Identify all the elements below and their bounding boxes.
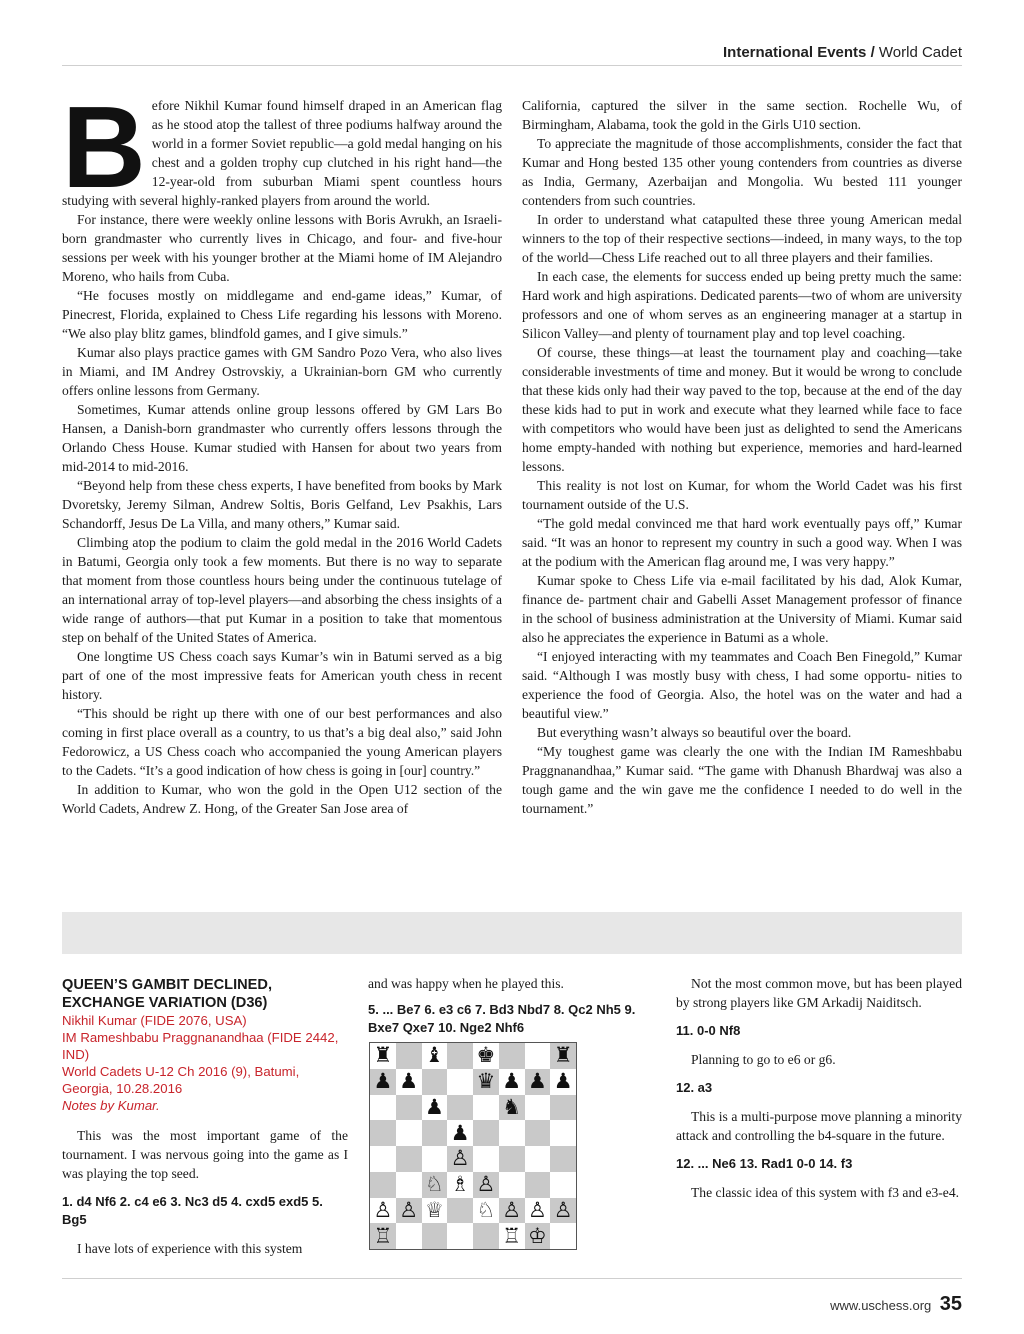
board-square — [525, 1095, 551, 1121]
article-paragraph: In addition to Kumar, who won the gold in the Open U12 section of the World Cadets, Andrew Z. Hong, of the Greater San Jose area of — [62, 782, 502, 816]
section-divider-bar — [62, 912, 962, 954]
board-square — [370, 1095, 396, 1121]
black-pawn-icon: ♟ — [499, 1069, 525, 1095]
header-subsection: World Cadet — [878, 44, 962, 61]
board-square — [499, 1146, 525, 1172]
article-paragraph: In order to understand what catapulted these three young American medal winners to the top of their respective sections—indeed, in many ways, to the top of the world—Chess Life reached out to all three players and their families. — [522, 212, 962, 265]
article-column-right — [522, 96, 962, 818]
board-square — [525, 1043, 551, 1069]
annotation-text: Not the most common move, but has been played by strong players like GM Arkadij Naiditsch. — [676, 976, 962, 1010]
board-square — [473, 1120, 499, 1146]
board-square — [396, 1043, 422, 1069]
white-rook-icon: ♖ — [499, 1223, 525, 1249]
board-square — [447, 1043, 473, 1069]
article-paragraph: Kumar spoke to Chess Life via e-mail facilitated by his dad, Alok Kumar, finance de- partment chair and Gabelli Asset Management professor of finance in the school of business administration at the University of Miami. Kumar said also he appreciates the experience in Batumi as a whole. — [522, 573, 962, 645]
article-paragraph: “He focuses mostly on middlegame and end-game ideas,” Kumar, of Pinecrest, Florida, explained to Chess Life regarding his lessons with Moreno. “We also play blitz games, blindfold games, and I give simuls.” — [62, 288, 502, 341]
board-square — [396, 1095, 422, 1121]
white-pawn-icon: ♙ — [525, 1198, 551, 1224]
article-paragraph: California, captured the silver in the same section. Rochelle Wu, of Birmingham, Alabama, took the gold in the Girls U10 section. — [522, 98, 962, 132]
board-square — [422, 1223, 448, 1249]
black-pawn-icon: ♟ — [525, 1069, 551, 1095]
board-square — [370, 1120, 396, 1146]
move-list: 1. d4 Nf6 2. c4 e6 3. Nc3 d5 4. cxd5 exd5 5. Bg5 — [62, 1194, 323, 1227]
move-list: 12. ... Ne6 13. Rad1 0-0 14. f3 — [676, 1156, 853, 1171]
header-section: International Events — [723, 44, 867, 61]
article-paragraph: “My toughest game was clearly the one with the Indian IM Rameshbabu Praggnanandhaa,” Kumar said. “The game with Dhanush Bhardwaj was also a tough game and the win gave me the confidence I needed to do well in the tournament.” — [522, 744, 962, 816]
black-bishop-icon: ♝ — [422, 1043, 448, 1069]
article-paragraph: “Beyond help from these chess experts, I have benefited from books by Mark Dvoretsky, Jeremy Silman, Andrew Soltis, Boris Gelfand, Lev Psakhis, Lars Schandorff, Jesus De La Villa, and many others,” Kumar said. — [62, 478, 502, 531]
board-square — [550, 1223, 576, 1249]
black-pawn-icon: ♟ — [550, 1069, 576, 1095]
drop-cap: B — [62, 82, 146, 212]
board-square — [447, 1198, 473, 1224]
board-square — [370, 1146, 396, 1172]
white-pawn-icon: ♙ — [473, 1172, 499, 1198]
article-paragraph: Of course, these things—at least the tournament play and coaching—take considerable investments of time and money. But it would be wrong to conclude that these kids only had their way paved to the top, because at the end of the day these kids had to put in work and execute what they learned while face to face with competitors who would have been just as delighted to send the Americans home empty-handed with nothing but experience, memories and hard-learned lessons. — [522, 345, 962, 474]
black-pawn-icon: ♟ — [422, 1095, 448, 1121]
header-separator: / — [870, 44, 875, 61]
page-footer — [662, 1293, 962, 1316]
board-square — [422, 1069, 448, 1095]
black-king-icon: ♚ — [473, 1043, 499, 1069]
board-square — [499, 1120, 525, 1146]
black-knight-icon: ♞ — [499, 1095, 525, 1121]
board-square — [499, 1172, 525, 1198]
white-king-icon: ♔ — [525, 1223, 551, 1249]
game-event: World Cadets U-12 Ch 2016 (9), Batumi, Georgia, 10.28.2016 — [62, 1064, 300, 1096]
move-list: 11. 0-0 Nf8 — [676, 1023, 741, 1038]
black-rook-icon: ♜ — [550, 1043, 576, 1069]
annotation-text: and was happy when he played this. — [368, 976, 564, 991]
move-list: 5. ... Be7 6. e3 c6 7. Bd3 Nbd7 8. Qc2 Nh5 9. Bxe7 Qxe7 10. Nge2 Nhf6 — [368, 1002, 636, 1035]
article-paragraph: But everything wasn’t always so beautiful over the board. — [537, 725, 852, 740]
annotation-text: The classic idea of this system with f3 and e3-e4. — [691, 1185, 960, 1200]
game-title: QUEEN’S GAMBIT DECLINED, EXCHANGE VARIATION (D36) — [62, 977, 272, 1011]
article-paragraph: Climbing atop the podium to claim the gold medal in the 2016 World Cadets in Batumi, Georgia only took a few moments. But there is no way to separate that moment from those countless hours being under the continuous tutelage of an international array of top-level players—and absorbing the chess insights of a wide range of authors—that put Kumar in a position to take that momentous step on behalf of the United States of America. — [62, 535, 502, 645]
board-square — [550, 1120, 576, 1146]
article-paragraph: “I enjoyed interacting with my teammates and Coach Ben Finegold,” Kumar said. “Although I was mostly busy with chess, I had some opportu- nities to experience the food of Georgia. Also, the hotel was on the water and had a beautiful view.” — [522, 649, 962, 721]
running-header — [62, 44, 962, 61]
black-pawn-icon: ♟ — [447, 1120, 473, 1146]
game-column-1 — [62, 974, 348, 1258]
board-square — [499, 1043, 525, 1069]
annotation-text: Planning to go to e6 or g6. — [691, 1052, 836, 1067]
white-pawn-icon: ♙ — [447, 1146, 473, 1172]
black-pawn-icon: ♟ — [396, 1069, 422, 1095]
board-square — [447, 1095, 473, 1121]
black-pawn-icon: ♟ — [370, 1069, 396, 1095]
game-notes-credit: Notes by Kumar. — [62, 1098, 160, 1113]
white-pawn-icon: ♙ — [396, 1198, 422, 1224]
white-queen-icon: ♕ — [422, 1198, 448, 1224]
board-square — [525, 1146, 551, 1172]
board-square — [473, 1146, 499, 1172]
article-paragraph: efore Nikhil Kumar found himself draped in an American flag as he stood atop the tallest of three podiums halfway around the world in a former Soviet republic—a gold medal hanging on his chest and a golden trophy cup clutched in his right hand—the 12-year-old from suburban Miami spent countless hours studying with several highly-ranked players from around the world. — [62, 98, 502, 208]
board-square — [473, 1223, 499, 1249]
header-divider — [62, 65, 962, 66]
article-paragraph: Kumar also plays practice games with GM Sandro Pozo Vera, who also lives in Miami, and IM Andrey Ostrovskiy, a Ukrainian-born GM who currently offers online lessons from Germany. — [62, 345, 502, 398]
board-square — [447, 1223, 473, 1249]
footer-divider — [62, 1278, 962, 1279]
article-paragraph: Sometimes, Kumar attends online group lessons offered by GM Lars Bo Hansen, a Danish-born grandmaster who currently offers lessons through the Orlando Chess House. Kumar studied with Hansen for about two years from mid-2014 to mid-2016. — [62, 402, 502, 474]
game-white-player: Nikhil Kumar (FIDE 2076, USA) — [62, 1013, 247, 1028]
article-paragraph: One longtime US Chess coach says Kumar’s win in Batumi served as a big part of one of the most impressive feats for American youth chess in recent history. — [62, 649, 502, 702]
game-black-player: IM Rameshbabu Praggnanandhaa (FIDE 2442, IND) — [62, 1030, 339, 1062]
board-square — [473, 1095, 499, 1121]
white-bishop-icon: ♗ — [447, 1172, 473, 1198]
article-column-left — [62, 82, 502, 818]
article-paragraph: For instance, there were weekly online lessons with Boris Avrukh, an Israeli-born grandmaster who currently lives in Chicago, and four- and five-hour sessions per week with his younger brother at the Miami home of IM Alejandro Moreno, who hails from Cuba. — [62, 212, 502, 284]
game-column-2 — [368, 974, 654, 1037]
article-paragraph: “This should be right up there with one of our best performances and also coming in first place overall as a country, to us that’s a big deal also,” said John Fedorowicz, a US Chess coach who accompanied the young American players to the Cadets. “It’s a good indication of how chess is going in [our] country.” — [62, 706, 502, 778]
board-square — [396, 1223, 422, 1249]
page-number: 35 — [939, 1293, 962, 1315]
article-paragraph: To appreciate the magnitude of those accomplishments, consider the fact that Kumar and Hong bested 135 other young contenders from countries as diverse as India, Germany, Azerbaijan and Mongolia. Wu bested 111 younger contenders from such countries. — [522, 136, 962, 208]
board-square — [370, 1172, 396, 1198]
annotation-text: This was the most important game of the tournament. I was nervous going into the game as I was playing the top seed. — [62, 1128, 348, 1181]
white-knight-icon: ♘ — [422, 1172, 448, 1198]
board-square — [396, 1146, 422, 1172]
white-knight-icon: ♘ — [473, 1198, 499, 1224]
board-square — [422, 1146, 448, 1172]
game-column-3 — [676, 974, 962, 1202]
article-paragraph: “The gold medal convinced me that hard work eventually pays off,” Kumar said. “It was an honor to represent my country in such a good way. When I was at the podium with the American flag around me, I was very happy.” — [522, 516, 962, 569]
annotation-text: I have lots of experience with this system — [77, 1241, 303, 1256]
article-paragraph: This reality is not lost on Kumar, for whom the World Cadet was his first tournament outside of the U.S. — [522, 478, 962, 512]
article-paragraph: In each case, the elements for success ended up being pretty much the same: Hard work and high aspirations. Dedicated parents—two of whom are university professors and one of whom serves as an engineering manager at a startup in Silicon Valley—and plenty of tournament play and top level coaching. — [522, 269, 962, 341]
board-square — [525, 1172, 551, 1198]
white-rook-icon: ♖ — [370, 1223, 396, 1249]
move-list: 12. a3 — [676, 1080, 713, 1095]
black-queen-icon: ♛ — [473, 1069, 499, 1095]
white-pawn-icon: ♙ — [370, 1198, 396, 1224]
board-square — [396, 1172, 422, 1198]
annotation-text: This is a multi-purpose move planning a minority attack and controlling the b4-square in the future. — [676, 1109, 962, 1143]
chess-diagram — [369, 1042, 577, 1250]
board-square — [422, 1120, 448, 1146]
board-square — [447, 1069, 473, 1095]
white-pawn-icon: ♙ — [550, 1198, 576, 1224]
board-square — [550, 1146, 576, 1172]
board-square — [525, 1120, 551, 1146]
board-square — [396, 1120, 422, 1146]
footer-url: www.uschess.org — [830, 1298, 932, 1313]
black-rook-icon: ♜ — [370, 1043, 396, 1069]
board-square — [550, 1095, 576, 1121]
white-pawn-icon: ♙ — [499, 1198, 525, 1224]
board-square — [550, 1172, 576, 1198]
